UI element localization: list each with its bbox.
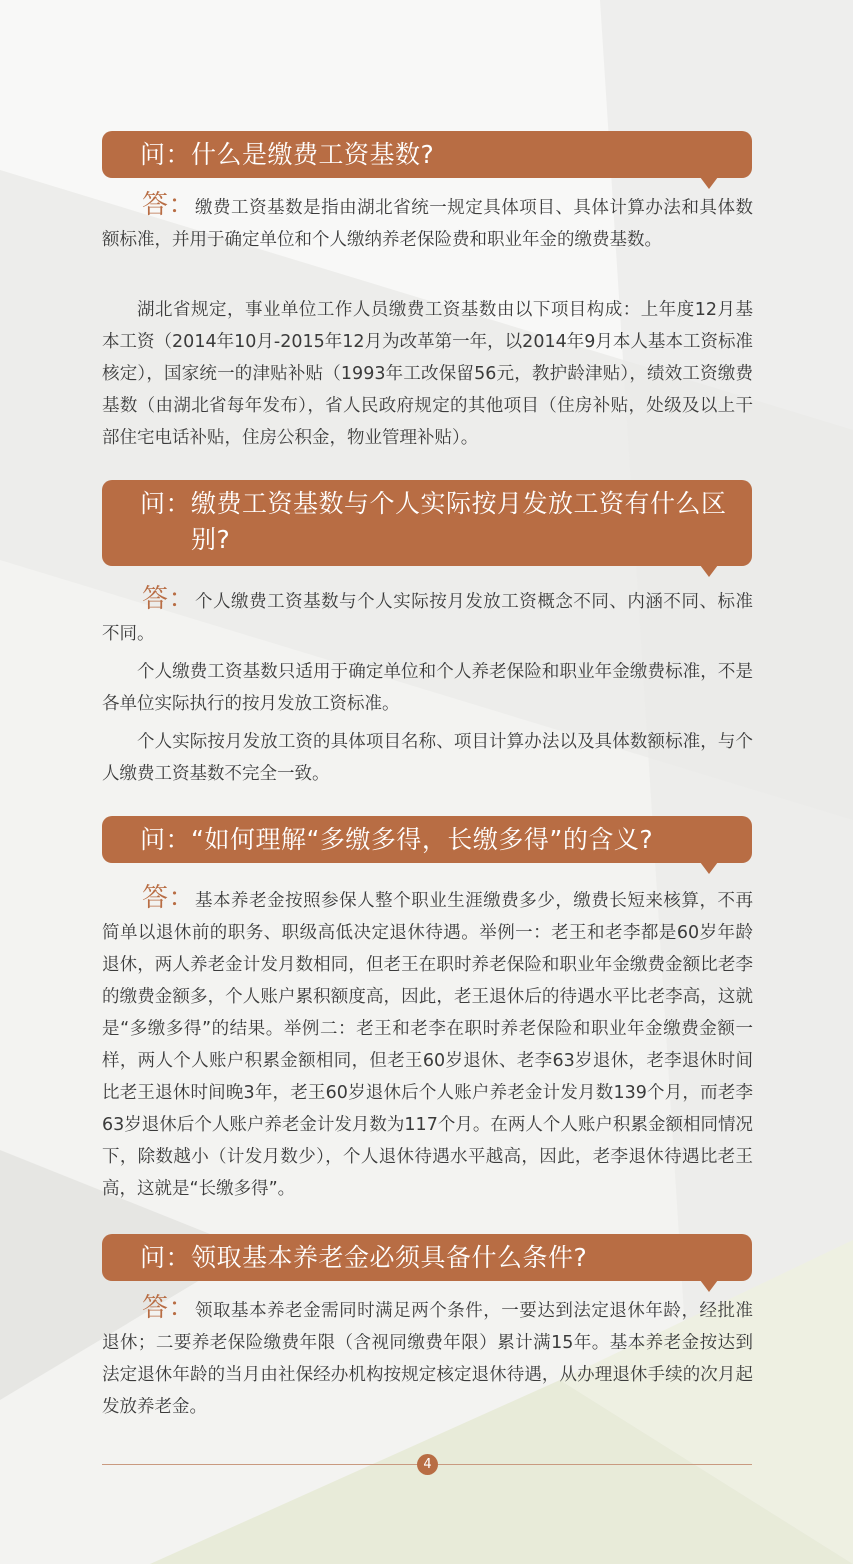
question-3-text: 问：“如何理解“多缴多得，长缴多得”的含义?	[140, 824, 654, 854]
answer-2-paragraph-1: 个人缴费工资基数只适用于确定单位和个人养老保险和职业年金缴费标准，不是各单位实际执行的按月发放工资标准。	[102, 662, 753, 714]
banner-tail	[700, 862, 718, 874]
question-banner-1	[102, 131, 752, 178]
question-banner-3	[102, 816, 752, 863]
answer-3: 答：基本养老金按照参保人整个职业生涯缴费多少，缴费长短来核算，不再简单以退休前的职务、职级高低决定退休待遇。举例一：老王和老李都是60岁年龄退休，两人养老金计发月数相同，但老王在职时养老保险和职业年金缴费金额比老李的缴费金额多，个人账户累积额度高，因此，老王退休后的待遇水平比老李高，这就是“多缴多得”的结果。举例二：老王和老李在职时养老保险和职业年金缴费金额一样，两人个人账户积累金额相同，但老王60岁退休、老李63岁退休，老李退休时间比老王退休时间晚3年，老王60岁退休后个人账户养老金计发月数139个月，而老李63岁退休后个人账户养老金计发月数为117个月。在两人个人账户积累金额相同情况下，除数越小（计发月数少），个人退休待遇水平越高，因此，老李退休待遇比老王高，这就是“长缴多得”。	[102, 883, 753, 1199]
answer-2-paragraph-2: 个人实际按月发放工资的具体项目名称、项目计算办法以及具体数额标准，与个人缴费工资基数不完全一致。	[102, 732, 753, 784]
answer-label: 答：	[142, 190, 196, 220]
answer-label: 答：	[142, 883, 196, 913]
question-1-text: 问：什么是缴费工资基数?	[140, 139, 435, 169]
answer-label: 答：	[142, 584, 196, 614]
question-banner-4	[102, 1234, 752, 1281]
banner-tail	[700, 177, 718, 189]
answer-2: 答：个人缴费工资基数与个人实际按月发放工资概念不同、内涵不同、标准不同。	[102, 584, 753, 644]
answer-label: 答：	[142, 1293, 196, 1323]
question-2-text: 问： 缴费工资基数与个人实际按月发放工资有什么区别?	[140, 489, 727, 554]
banner-tail	[700, 565, 718, 577]
question-4-text: 问：领取基本养老金必须具备什么条件?	[140, 1242, 588, 1272]
answer-1: 答：缴费工资基数是指由湖北省统一规定具体项目、具体计算办法和具体数额标准，并用于确定单位和个人缴纳养老保险费和职业年金的缴费基数。	[102, 190, 753, 250]
page-number: 4	[417, 1454, 438, 1475]
answer-4: 答：领取基本养老金需同时满足两个条件，一要达到法定退休年龄，经批准退休；二要养老保险缴费年限（含视同缴费年限）累计满15年。基本养老金按达到法定退休年龄的当月由社保经办机构按规定核定退休待遇，从办理退休手续的次月起发放养老金。	[102, 1293, 753, 1417]
answer-1-paragraph-1: 湖北省规定，事业单位工作人员缴费工资基数由以下项目构成：上年度12月基本工资（2014年10月-2015年12月为改革第一年，以2014年9月本人基本工资标准核定），国家统一的津贴补贴（1993年工改保留56元，教护龄津贴），绩效工资缴费基数（由湖北省每年发布），省人民政府规定的其他项目（住房补贴，处级及以上干部住宅电话补贴，住房公积金，物业管理补贴）。	[102, 300, 753, 448]
banner-tail	[700, 1280, 718, 1292]
question-banner-2	[102, 480, 752, 566]
